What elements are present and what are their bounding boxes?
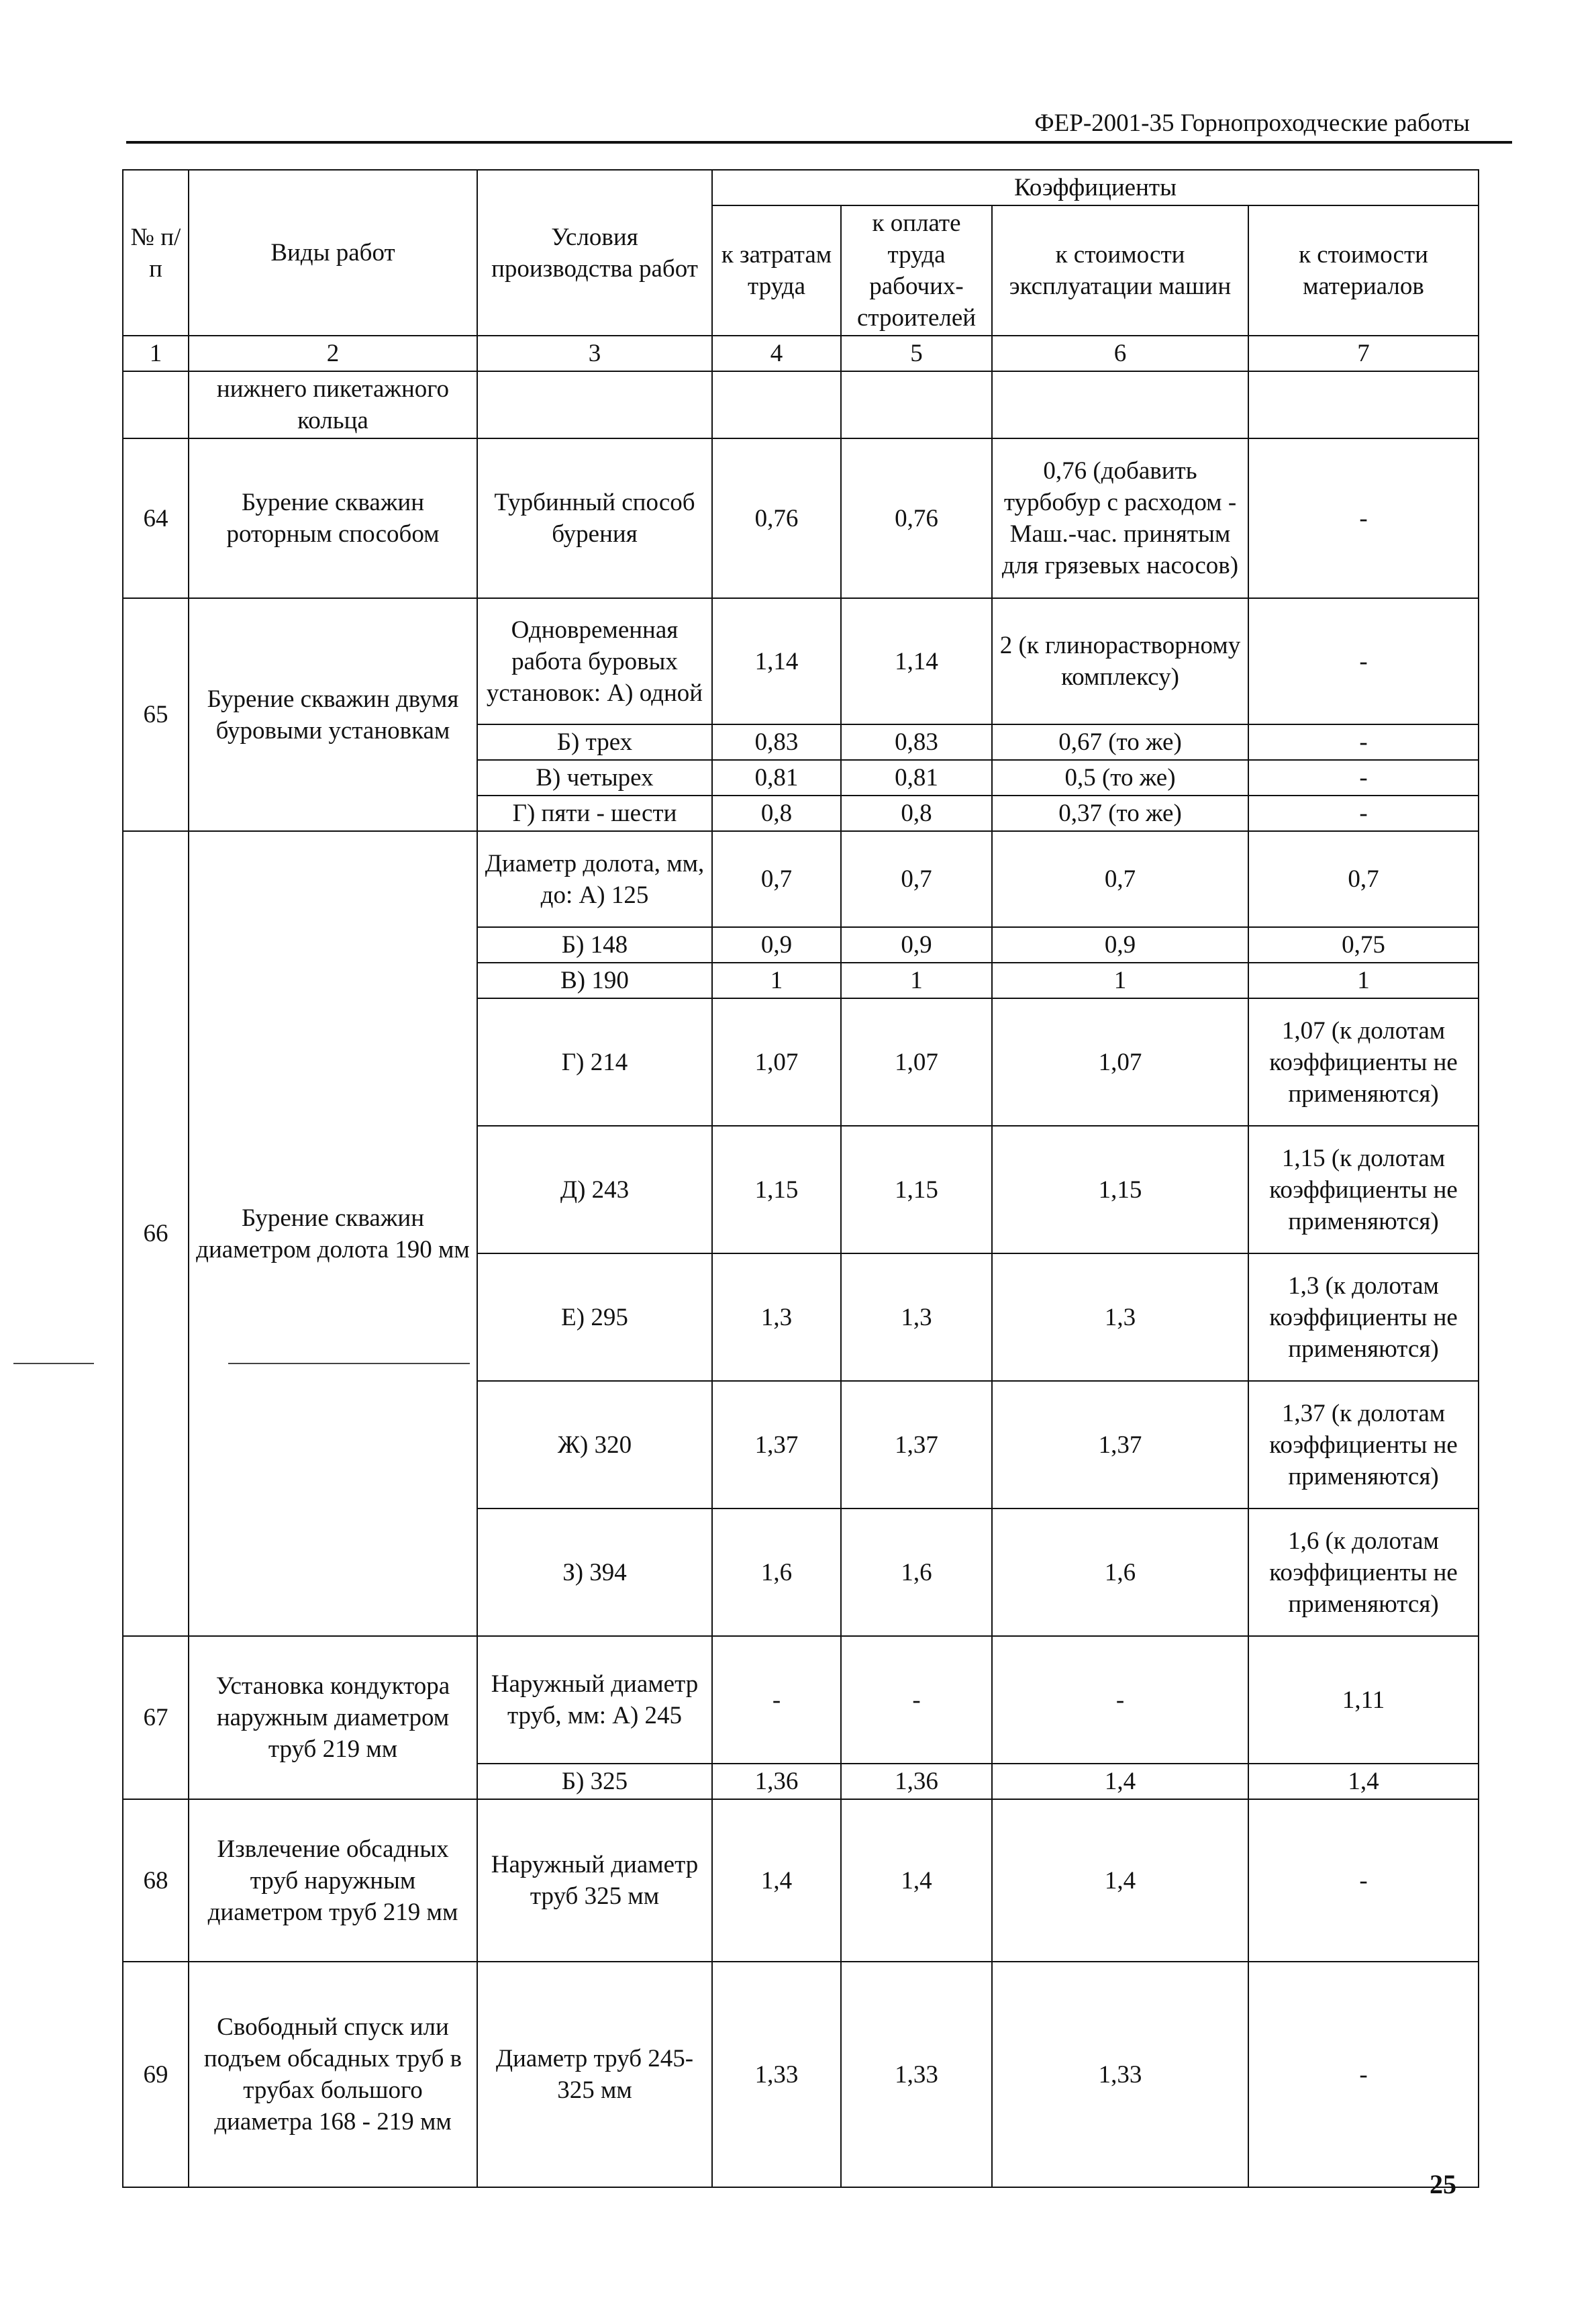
coef-material-cell: - [1248,1799,1479,1962]
conditions-cell: Ж) 320 [477,1381,712,1509]
coefficients-table [122,169,1479,2188]
coef-material-cell: 1,4 [1248,1764,1479,1799]
coef-labor-cell: - [712,1636,841,1764]
coef-machine-cell: 0,76 (добавить турбобур с расходом - Маш.-час. принятым для грязевых насосов) [992,438,1248,598]
row-number [123,371,189,438]
row-number: 66 [123,831,189,1636]
coef-machine-cell: 0,67 (то же) [992,724,1248,760]
coef-labor-cell: 0,83 [712,724,841,760]
table-row [123,371,1479,438]
header-machine-cost: к стоимости эксплуатации машин [992,205,1248,336]
coef-labor-cell: 1,3 [712,1253,841,1381]
coef-machine-cell: 1,4 [992,1764,1248,1799]
coef-labor-cell: 1,37 [712,1381,841,1509]
column-number: 6 [992,336,1248,371]
column-number: 7 [1248,336,1479,371]
coef-machine-cell: 1 [992,963,1248,998]
coef-wage-cell: 1,6 [841,1509,992,1636]
row-number: 67 [123,1636,189,1799]
coef-material-cell: - [1248,438,1479,598]
header-work-type: Виды работ [189,170,477,336]
coef-wage-cell: 0,8 [841,796,992,831]
header-coefficients: Коэффициенты [712,170,1479,205]
coef-labor-cell: 0,8 [712,796,841,831]
page-number: 25 [1430,2169,1456,2199]
coef-wage-cell: 0,76 [841,438,992,598]
coef-labor-cell: 1,4 [712,1799,841,1962]
coef-machine-cell: 0,37 (то же) [992,796,1248,831]
row-number: 69 [123,1962,189,2187]
coef-labor-cell: 1 [712,963,841,998]
coef-machine-cell [992,371,1248,438]
coef-machine-cell: 1,3 [992,1253,1248,1381]
conditions-cell: В) 190 [477,963,712,998]
coef-wage-cell [841,371,992,438]
work-type-cell: нижнего пикетажного кольца [189,371,477,438]
coef-material-cell: 1,3 (к долотам коэффициенты не применяются) [1248,1253,1479,1381]
coef-wage-cell: - [841,1636,992,1764]
coef-machine-cell: 0,5 (то же) [992,760,1248,796]
coef-machine-cell: 1,07 [992,998,1248,1126]
coef-wage-cell: 1,36 [841,1764,992,1799]
header-conditions: Условия производства работ [477,170,712,336]
coef-material-cell: - [1248,1962,1479,2187]
coef-material-cell: 1,15 (к долотам коэффициенты не применяются) [1248,1126,1479,1253]
coef-machine-cell: - [992,1636,1248,1764]
coef-material-cell: 0,7 [1248,831,1479,927]
coef-wage-cell: 1,3 [841,1253,992,1381]
header-rule [126,141,1512,144]
row-number: 65 [123,598,189,831]
conditions-cell: Наружный диаметр труб 325 мм [477,1799,712,1962]
coef-wage-cell: 1,33 [841,1962,992,2187]
work-type-cell: Бурение скважин двумя буровыми установкам [189,598,477,831]
coef-wage-cell: 1,37 [841,1381,992,1509]
header-num: № п/п [123,170,189,336]
coef-machine-cell: 1,4 [992,1799,1248,1962]
header-wage-cost: к оплате труда рабочих-строителей [841,205,992,336]
coef-wage-cell: 1,14 [841,598,992,724]
conditions-cell: Диаметр труб 245-325 мм [477,1962,712,2187]
conditions-cell: Одновременная работа буровых установок: А) одной [477,598,712,724]
table-row [123,1962,1479,2187]
conditions-cell [477,371,712,438]
column-number: 3 [477,336,712,371]
conditions-cell: Б) 148 [477,927,712,963]
coef-material-cell: - [1248,598,1479,724]
conditions-cell: В) четырех [477,760,712,796]
coef-material-cell: - [1248,760,1479,796]
coef-material-cell: 1,07 (к долотам коэффициенты не применяются) [1248,998,1479,1126]
table-row [123,598,1479,724]
table-row [123,438,1479,598]
coef-machine-cell: 1,37 [992,1381,1248,1509]
coef-wage-cell: 1,15 [841,1126,992,1253]
coef-labor-cell: 0,9 [712,927,841,963]
coef-machine-cell: 0,7 [992,831,1248,927]
coef-labor-cell: 0,81 [712,760,841,796]
coef-machine-cell: 2 (к глинорастворному комплексу) [992,598,1248,724]
coef-labor-cell: 0,7 [712,831,841,927]
conditions-cell: Диаметр долота, мм, до: А) 125 [477,831,712,927]
conditions-cell: З) 394 [477,1509,712,1636]
column-number: 5 [841,336,992,371]
row-number: 64 [123,438,189,598]
work-type-cell: Свободный спуск или подъем обсадных труб в трубах большого диаметра 168 - 219 мм [189,1962,477,2187]
document-header-title: ФЕР-2001-35 Горнопроходческие работы [1034,109,1470,137]
coef-machine-cell: 1,6 [992,1509,1248,1636]
coef-wage-cell: 1,4 [841,1799,992,1962]
conditions-cell: Б) трех [477,724,712,760]
coef-machine-cell: 0,9 [992,927,1248,963]
coef-material-cell: 1 [1248,963,1479,998]
conditions-cell: Д) 243 [477,1126,712,1253]
coef-wage-cell: 0,81 [841,760,992,796]
conditions-cell: Б) 325 [477,1764,712,1799]
coef-wage-cell: 0,9 [841,927,992,963]
coef-material-cell: - [1248,796,1479,831]
coef-machine-cell: 1,33 [992,1962,1248,2187]
row-number: 68 [123,1799,189,1962]
column-number: 1 [123,336,189,371]
coef-material-cell: 0,75 [1248,927,1479,963]
table-row [123,1799,1479,1962]
coef-labor-cell: 1,33 [712,1962,841,2187]
column-number: 2 [189,336,477,371]
column-number-row [123,336,1479,371]
coef-wage-cell: 1 [841,963,992,998]
header-material-cost: к стоимости материалов [1248,205,1479,336]
coef-material-cell: 1,37 (к долотам коэффициенты не применяются) [1248,1381,1479,1509]
table-row [123,831,1479,927]
coef-labor-cell: 1,07 [712,998,841,1126]
coef-labor-cell: 1,36 [712,1764,841,1799]
coef-wage-cell: 1,07 [841,998,992,1126]
work-type-cell: Бурение скважин диаметром долота 190 мм [189,831,477,1636]
coef-labor-cell: 0,76 [712,438,841,598]
coef-material-cell: 1,6 (к долотам коэффициенты не применяются) [1248,1509,1479,1636]
work-type-cell: Извлечение обсадных труб наружным диаметром труб 219 мм [189,1799,477,1962]
table-row [123,1636,1479,1764]
work-type-cell: Бурение скважин роторным способом [189,438,477,598]
scan-artifact-line [13,1363,94,1364]
coef-material-cell: - [1248,724,1479,760]
coef-wage-cell: 0,83 [841,724,992,760]
coef-labor-cell [712,371,841,438]
header-labor-cost: к затратам труда [712,205,841,336]
coef-material-cell [1248,371,1479,438]
column-number: 4 [712,336,841,371]
conditions-cell: Г) пяти - шести [477,796,712,831]
conditions-cell: Наружный диаметр труб, мм: А) 245 [477,1636,712,1764]
coef-labor-cell: 1,6 [712,1509,841,1636]
coef-wage-cell: 0,7 [841,831,992,927]
coef-labor-cell: 1,15 [712,1126,841,1253]
coef-material-cell: 1,11 [1248,1636,1479,1764]
conditions-cell: Турбинный способ бурения [477,438,712,598]
coef-machine-cell: 1,15 [992,1126,1248,1253]
conditions-cell: Е) 295 [477,1253,712,1381]
coef-labor-cell: 1,14 [712,598,841,724]
work-type-cell: Установка кондуктора наружным диаметром труб 219 мм [189,1636,477,1799]
table-header-row [123,170,1479,205]
conditions-cell: Г) 214 [477,998,712,1126]
